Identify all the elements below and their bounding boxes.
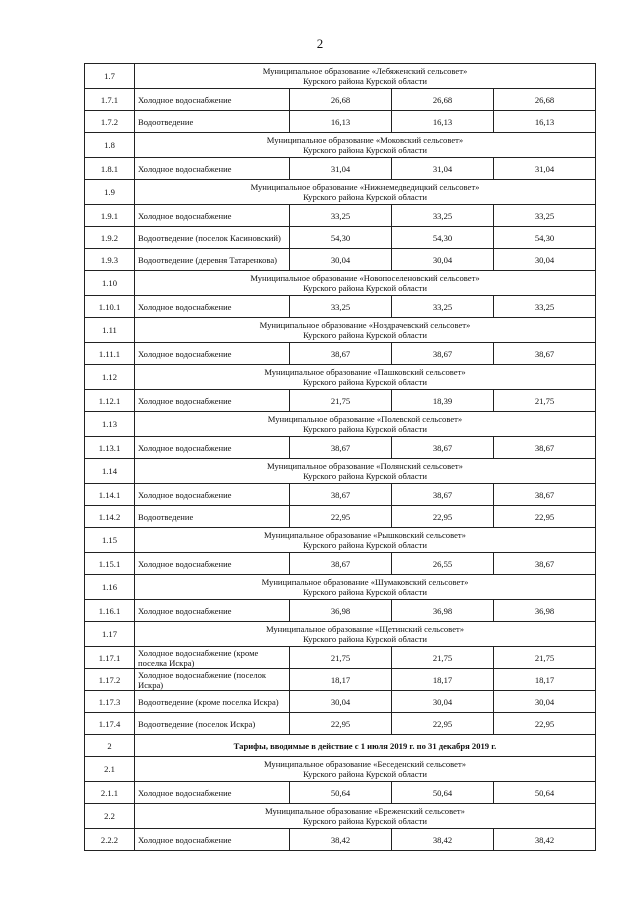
tariff-value: 30,04 (392, 691, 494, 713)
row-number: 1.14.2 (85, 506, 135, 528)
tariff-value: 33,25 (290, 296, 392, 318)
row-number: 1.16 (85, 575, 135, 600)
section-header-row (85, 757, 596, 782)
row-number: 1.10.1 (85, 296, 135, 318)
service-name: Водоотведение (поселок Искра) (135, 713, 290, 735)
row-number: 2.2 (85, 804, 135, 829)
table-row (85, 713, 596, 735)
section-title-line1: Муниципальное образование «Полянский сельсовет» (267, 461, 463, 471)
section-title-line2: Курского района Курской области (303, 192, 427, 202)
section-title-line1: Муниципальное образование «Бреженский сельсовет» (265, 806, 465, 816)
tariff-value: 21,75 (290, 647, 392, 669)
row-number: 1.11.1 (85, 343, 135, 365)
tariff-value: 38,67 (494, 343, 596, 365)
section-title (135, 575, 596, 600)
row-number: 1.10 (85, 271, 135, 296)
tariff-value: 38,67 (392, 484, 494, 506)
row-number: 1.17.3 (85, 691, 135, 713)
tariff-value: 38,67 (290, 553, 392, 575)
row-number: 1.14.1 (85, 484, 135, 506)
table-row (85, 89, 596, 111)
section-title (135, 133, 596, 158)
tariff-value: 38,67 (290, 343, 392, 365)
tariff-value: 21,75 (290, 390, 392, 412)
section-title (135, 804, 596, 829)
section-title-line1: Муниципальное образование «Шумаковский сельсовет» (261, 577, 469, 587)
tariff-value: 36,98 (392, 600, 494, 622)
table-row (85, 647, 596, 669)
row-number: 2.1 (85, 757, 135, 782)
tariff-value: 30,04 (392, 249, 494, 271)
section-title-line2: Курского района Курской области (303, 471, 427, 481)
tariff-value: 22,95 (290, 713, 392, 735)
tariff-value: 26,68 (392, 89, 494, 111)
section-title (135, 318, 596, 343)
tariff-value: 21,75 (392, 647, 494, 669)
tariff-value: 38,42 (290, 829, 392, 851)
section-header-row (85, 622, 596, 647)
tariff-value: 22,95 (290, 506, 392, 528)
section-title (135, 180, 596, 205)
table-row (85, 553, 596, 575)
service-name: Водоотведение (кроме поселка Искра) (135, 691, 290, 713)
tariff-value: 54,30 (290, 227, 392, 249)
service-name: Холодное водоснабжение (135, 782, 290, 804)
tariff-value: 33,25 (494, 205, 596, 227)
section-header-row (85, 64, 596, 89)
section-title (135, 528, 596, 553)
service-name: Холодное водоснабжение (135, 205, 290, 227)
section-title (135, 622, 596, 647)
table-row (85, 782, 596, 804)
section-title-line1: Муниципальное образование «Полевской сельсовет» (267, 414, 463, 424)
service-name: Водоотведение (деревня Татаренкова) (135, 249, 290, 271)
tariff-value: 38,67 (290, 484, 392, 506)
tariff-value: 31,04 (392, 158, 494, 180)
tariff-value: 16,13 (494, 111, 596, 133)
row-number: 1.7.1 (85, 89, 135, 111)
tariff-value: 38,67 (392, 437, 494, 459)
tariff-value: 18,39 (392, 390, 494, 412)
tariff-period-title: Тарифы, вводимые в действие с 1 июля 2019 г. по 31 декабря 2019 г. (135, 735, 596, 757)
service-name: Холодное водоснабжение (кроме поселка Искра) (135, 647, 290, 669)
tariff-value: 16,13 (392, 111, 494, 133)
service-name: Водоотведение (135, 506, 290, 528)
section-title-line1: Муниципальное образование «Новопоселеновский сельсовет» (250, 273, 480, 283)
tariff-table (84, 63, 596, 851)
service-name: Холодное водоснабжение (135, 89, 290, 111)
row-number: 1.12.1 (85, 390, 135, 412)
tariff-value: 38,67 (392, 343, 494, 365)
tariff-value: 36,98 (494, 600, 596, 622)
tariff-value: 36,98 (290, 600, 392, 622)
tariff-value: 30,04 (494, 691, 596, 713)
row-number: 1.15.1 (85, 553, 135, 575)
row-number: 1.12 (85, 365, 135, 390)
tariff-value: 54,30 (392, 227, 494, 249)
row-number: 1.13 (85, 412, 135, 437)
tariff-value: 33,25 (494, 296, 596, 318)
section-title-line2: Курского района Курской области (303, 283, 427, 293)
section-header-row (85, 804, 596, 829)
section-header-row (85, 180, 596, 205)
row-number: 1.17.2 (85, 669, 135, 691)
tariff-value: 38,42 (392, 829, 494, 851)
tariff-value: 22,95 (494, 506, 596, 528)
section-header-row (85, 318, 596, 343)
table-row (85, 600, 596, 622)
tariff-value: 16,13 (290, 111, 392, 133)
row-number: 1.16.1 (85, 600, 135, 622)
tariff-value: 21,75 (494, 647, 596, 669)
section-title-line2: Курского района Курской области (303, 769, 427, 779)
section-title-line2: Курского района Курской области (303, 816, 427, 826)
table-row (85, 669, 596, 691)
row-number: 1.15 (85, 528, 135, 553)
tariff-value: 31,04 (290, 158, 392, 180)
tariff-value: 26,68 (494, 89, 596, 111)
section-title-line2: Курского района Курской области (303, 377, 427, 387)
section-title-line2: Курского района Курской области (303, 145, 427, 155)
section-header-row (85, 365, 596, 390)
tariff-value: 50,64 (392, 782, 494, 804)
section-title-line1: Муниципальное образование «Моковский сельсовет» (266, 135, 464, 145)
tariff-value: 50,64 (494, 782, 596, 804)
section-title-line1: Муниципальное образование «Беседенский сельсовет» (263, 759, 467, 769)
section-header-row (85, 271, 596, 296)
section-header-row (85, 528, 596, 553)
section-title-line1: Муниципальное образование «Пашковский сельсовет» (264, 367, 466, 377)
tariff-value: 38,67 (494, 484, 596, 506)
tariff-value: 38,67 (290, 437, 392, 459)
tariff-value: 22,95 (392, 506, 494, 528)
service-name: Холодное водоснабжение (135, 390, 290, 412)
service-name: Холодное водоснабжение (135, 484, 290, 506)
service-name: Холодное водоснабжение (поселок Искра) (135, 669, 290, 691)
table-row (85, 437, 596, 459)
row-number: 1.8.1 (85, 158, 135, 180)
tariff-value: 26,55 (392, 553, 494, 575)
service-name: Холодное водоснабжение (135, 296, 290, 318)
tariff-value: 33,25 (392, 205, 494, 227)
section-title-line1: Муниципальное образование «Ноздрачевский сельсовет» (259, 320, 471, 330)
tariff-value: 22,95 (494, 713, 596, 735)
tariff-value: 31,04 (494, 158, 596, 180)
tariff-value: 30,04 (290, 691, 392, 713)
tariff-period-row (85, 735, 596, 757)
section-title-line2: Курского района Курской области (303, 587, 427, 597)
service-name: Холодное водоснабжение (135, 600, 290, 622)
tariff-table-body (85, 64, 596, 851)
table-row (85, 506, 596, 528)
row-number: 2.2.2 (85, 829, 135, 851)
section-title-line1: Муниципальное образование «Лебяженский сельсовет» (262, 66, 468, 76)
section-title (135, 412, 596, 437)
table-row (85, 390, 596, 412)
tariff-value: 18,17 (494, 669, 596, 691)
tariff-value: 18,17 (392, 669, 494, 691)
tariff-value: 30,04 (290, 249, 392, 271)
table-row (85, 111, 596, 133)
row-number: 1.11 (85, 318, 135, 343)
tariff-value: 26,68 (290, 89, 392, 111)
table-row (85, 249, 596, 271)
section-title-line2: Курского района Курской области (303, 330, 427, 340)
table-row (85, 829, 596, 851)
table-row (85, 158, 596, 180)
section-title-line2: Курского района Курской области (303, 540, 427, 550)
section-title (135, 757, 596, 782)
row-number: 1.17.4 (85, 713, 135, 735)
row-number: 1.17 (85, 622, 135, 647)
table-row (85, 484, 596, 506)
section-title-line1: Муниципальное образование «Щетинский сельсовет» (265, 624, 465, 634)
table-row (85, 691, 596, 713)
tariff-value: 38,67 (494, 553, 596, 575)
tariff-value: 38,42 (494, 829, 596, 851)
row-number: 1.9.2 (85, 227, 135, 249)
section-title-line2: Курского района Курской области (303, 634, 427, 644)
table-row (85, 205, 596, 227)
row-number: 1.8 (85, 133, 135, 158)
service-name: Холодное водоснабжение (135, 553, 290, 575)
page-number: 2 (316, 36, 324, 51)
section-title-line1: Муниципальное образование «Нижнемедведицкий сельсовет» (250, 182, 480, 192)
section-title (135, 271, 596, 296)
row-number: 2 (85, 735, 135, 757)
tariff-value: 54,30 (494, 227, 596, 249)
row-number: 2.1.1 (85, 782, 135, 804)
section-header-row (85, 133, 596, 158)
tariff-value: 50,64 (290, 782, 392, 804)
row-number: 1.9.3 (85, 249, 135, 271)
table-row (85, 296, 596, 318)
row-number: 1.14 (85, 459, 135, 484)
tariff-value: 18,17 (290, 669, 392, 691)
section-title (135, 365, 596, 390)
section-title-line2: Курского района Курской области (303, 424, 427, 434)
row-number: 1.7 (85, 64, 135, 89)
tariff-value: 30,04 (494, 249, 596, 271)
tariff-value: 38,67 (494, 437, 596, 459)
section-header-row (85, 412, 596, 437)
service-name: Холодное водоснабжение (135, 437, 290, 459)
tariff-value: 33,25 (392, 296, 494, 318)
row-number: 1.9.1 (85, 205, 135, 227)
section-title-line1: Муниципальное образование «Рышковский сельсовет» (264, 530, 466, 540)
row-number: 1.13.1 (85, 437, 135, 459)
section-title (135, 64, 596, 89)
service-name: Холодное водоснабжение (135, 829, 290, 851)
row-number: 1.17.1 (85, 647, 135, 669)
table-row (85, 343, 596, 365)
service-name: Холодное водоснабжение (135, 158, 290, 180)
table-row (85, 227, 596, 249)
tariff-value: 21,75 (494, 390, 596, 412)
row-number: 1.9 (85, 180, 135, 205)
row-number: 1.7.2 (85, 111, 135, 133)
service-name: Водоотведение (135, 111, 290, 133)
section-header-row (85, 575, 596, 600)
service-name: Холодное водоснабжение (135, 343, 290, 365)
section-title (135, 459, 596, 484)
tariff-value: 33,25 (290, 205, 392, 227)
service-name: Водоотведение (поселок Касиновский) (135, 227, 290, 249)
tariff-value: 22,95 (392, 713, 494, 735)
section-header-row (85, 459, 596, 484)
section-title-line2: Курского района Курской области (303, 76, 427, 86)
